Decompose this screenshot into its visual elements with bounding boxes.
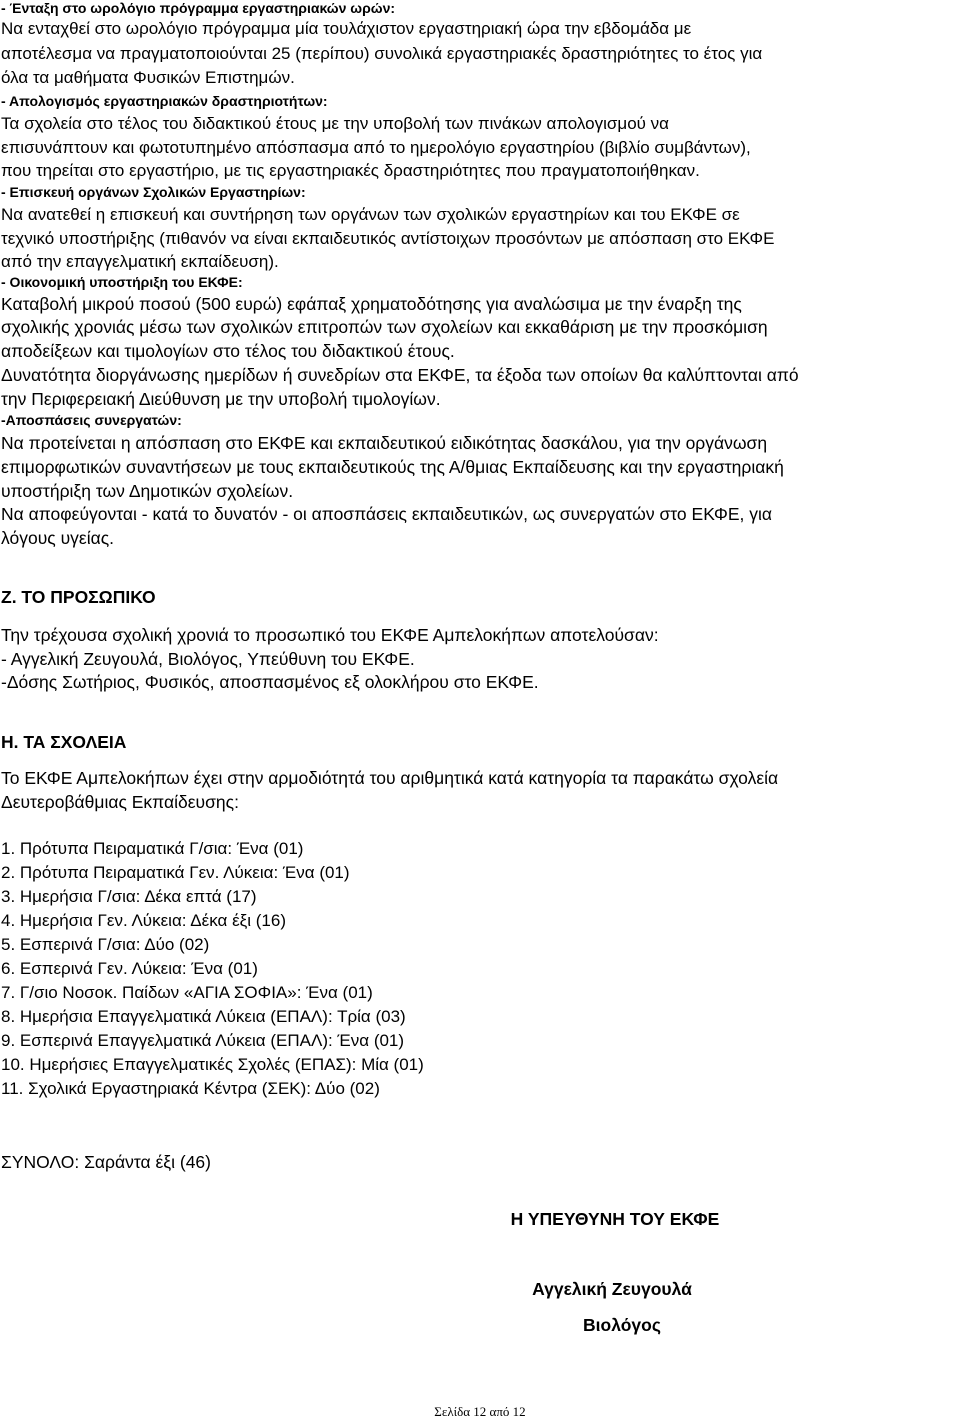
paragraph-line: Το ΕΚΦΕ Αμπελοκήπων έχει στην αρμοδιότητά του αριθμητικά κατά κατηγορία τα παρακάτω σχολεία: [1, 768, 779, 788]
list-item: 3. Ημερήσια Γ/σια: Δέκα επτά (17): [1, 887, 257, 906]
paragraph-line: Δυνατότητα διοργάνωσης ημερίδων ή συνεδρίων στα ΕΚΦΕ, τα έξοδα των οποίων θα καλύπτονται από: [1, 365, 799, 385]
list-item: 6. Εσπερινά Γεν. Λύκεια: Ένα (01): [1, 959, 258, 978]
section-heading-financial-support: - Οικονομική υποστήριξη του ΕΚΦΕ:: [1, 274, 243, 290]
paragraph-line: επισυνάπτουν και φωτοτυπημένο απόσπασμα από το ημερολόγιο εργαστηρίου (βιβλίο συμβάντων),: [1, 138, 751, 157]
paragraph-line: Τα σχολεία στο τέλος του διδακτικού έτους με την υποβολή των πινάκων απολογισμού να: [1, 114, 669, 133]
signature-name: Αγγελική Ζευγουλά: [532, 1279, 692, 1299]
paragraph-line: Δευτεροβάθμιας Εκπαίδευσης:: [1, 792, 239, 812]
paragraph-line: Να προτείνεται η απόσπαση στο ΕΚΦΕ και εκπαιδευτικού ειδικότητας δασκάλου, για την οργάνωση: [1, 433, 768, 453]
paragraph-line: -Δόσης Σωτήριος, Φυσικός, αποσπασμένος εξ ολοκλήρου στο ΕΚΦΕ.: [1, 672, 539, 692]
paragraph-line: Καταβολή μικρού ποσού (500 ευρώ) εφάπαξ χρηματοδότησης για αναλώσιμα με την έναρξη της: [1, 294, 742, 314]
paragraph-line: επιμορφωτικών συναντήσεων με τους εκπαιδευτικούς της Α/θμιας Εκπαίδευσης και την εργαστηριακή: [1, 457, 784, 477]
paragraph-line: Να ανατεθεί η επισκευή και συντήρηση των οργάνων των σχολικών εργαστηρίων και του ΕΚΦΕ σε: [1, 205, 740, 224]
section-heading-secondments: -Αποσπάσεις συνεργατών:: [1, 412, 182, 428]
paragraph-line: σχολικής χρονιάς μέσω των σχολικών επιτροπών των σχολείων και εκκαθάριση με την προσκόμιση: [1, 317, 768, 337]
signature-role: Η ΥΠΕΥΘΥΝΗ ΤΟΥ ΕΚΦΕ: [510, 1209, 720, 1229]
section-heading-activity-report: - Απολογισμός εργαστηριακών δραστηριοτήτων:: [1, 93, 328, 109]
paragraph-line: λόγους υγείας.: [1, 528, 114, 548]
paragraph-line: από την επαγγελματική εκπαίδευση).: [1, 252, 279, 271]
section-title-personnel: Ζ. ΤΟ ΠΡΟΣΩΠΙΚΟ: [1, 587, 156, 607]
paragraph-line: όλα τα μαθήματα Φυσικών Επιστημών.: [1, 68, 295, 87]
section-heading-workshop-schedule: - Ένταξη στο ωρολόγιο πρόγραμμα εργαστηριακών ωρών:: [1, 0, 396, 16]
list-item: 10. Ημερήσιες Επαγγελματικές Σχολές (ΕΠΑΣ): Μία (01): [1, 1055, 424, 1074]
list-item: 8. Ημερήσια Επαγγελματικά Λύκεια (ΕΠΑΛ): Τρία (03): [1, 1007, 406, 1026]
list-item: 5. Εσπερινά Γ/σια: Δύο (02): [1, 935, 210, 954]
paragraph-line: Να ενταχθεί στο ωρολόγιο πρόγραμμα μία τουλάχιστον εργαστηριακή ώρα την εβδομάδα με: [1, 19, 692, 38]
signature-title: Βιολόγος: [583, 1315, 661, 1335]
page-number: Σελίδα 12 από 12: [434, 1404, 526, 1419]
list-item: 7. Γ/σιο Νοσοκ. Παίδων «ΑΓΙΑ ΣΟΦΙΑ»: Ένα (01): [1, 983, 373, 1002]
list-item: 11. Σχολικά Εργαστηριακά Κέντρα (ΣΕΚ): Δύο (02): [1, 1079, 380, 1098]
paragraph-line: αποτέλεσμα να πραγματοποιούνται 25 (περίπου) συνολικά εργαστηριακές δραστηριότητες το έτος για: [1, 44, 763, 63]
paragraph-line: υποστήριξη των Δημοτικών σχολείων.: [1, 481, 294, 501]
paragraph-line: Την τρέχουσα σχολική χρονιά το προσωπικό του ΕΚΦΕ Αμπελοκήπων αποτελούσαν:: [1, 625, 659, 645]
paragraph-line: τεχνικό υποστήριξης (πιθανόν να είναι εκπαιδευτικός αντίστοιχων προσόντων με απόσπαση στο ΕΚΦΕ: [1, 229, 775, 248]
paragraph-line: την Περιφερειακή Διεύθυνση με την υποβολή τιμολογίων.: [1, 389, 441, 409]
section-heading-instrument-repair: - Επισκευή οργάνων Σχολικών Εργαστηρίων:: [1, 184, 306, 200]
list-item: 4. Ημερήσια Γεν. Λύκεια: Δέκα έξι (16): [1, 911, 286, 930]
list-item: 1. Πρότυπα Πειραματικά Γ/σια: Ένα (01): [1, 839, 304, 858]
paragraph-line: - Αγγελική Ζευγουλά, Βιολόγος, Υπεύθυνη του ΕΚΦΕ.: [1, 649, 415, 669]
paragraph-line: Να αποφεύγονται - κατά το δυνατόν - οι αποσπάσεις εκπαιδευτικών, ως συνεργατών στο ΕΚΦΕ, για: [1, 504, 773, 524]
paragraph-line: αποδείξεων και τιμολογίων στο τέλος του διδακτικού έτους.: [1, 341, 455, 361]
list-item: 9. Εσπερινά Επαγγελματικά Λύκεια (ΕΠΑΛ): Ένα (01): [1, 1031, 405, 1050]
section-title-schools: Η. ΤΑ ΣΧΟΛΕΙΑ: [1, 732, 127, 752]
list-item: 2. Πρότυπα Πειραματικά Γεν. Λύκεια: Ένα (01): [1, 863, 350, 882]
schools-total: ΣΥΝΟΛΟ: Σαράντα έξι (46): [1, 1152, 211, 1172]
paragraph-line: που τηρείται στο εργαστήριο, με τις εργαστηριακές δραστηριότητες που πραγματοποιήθηκαν.: [1, 161, 700, 180]
